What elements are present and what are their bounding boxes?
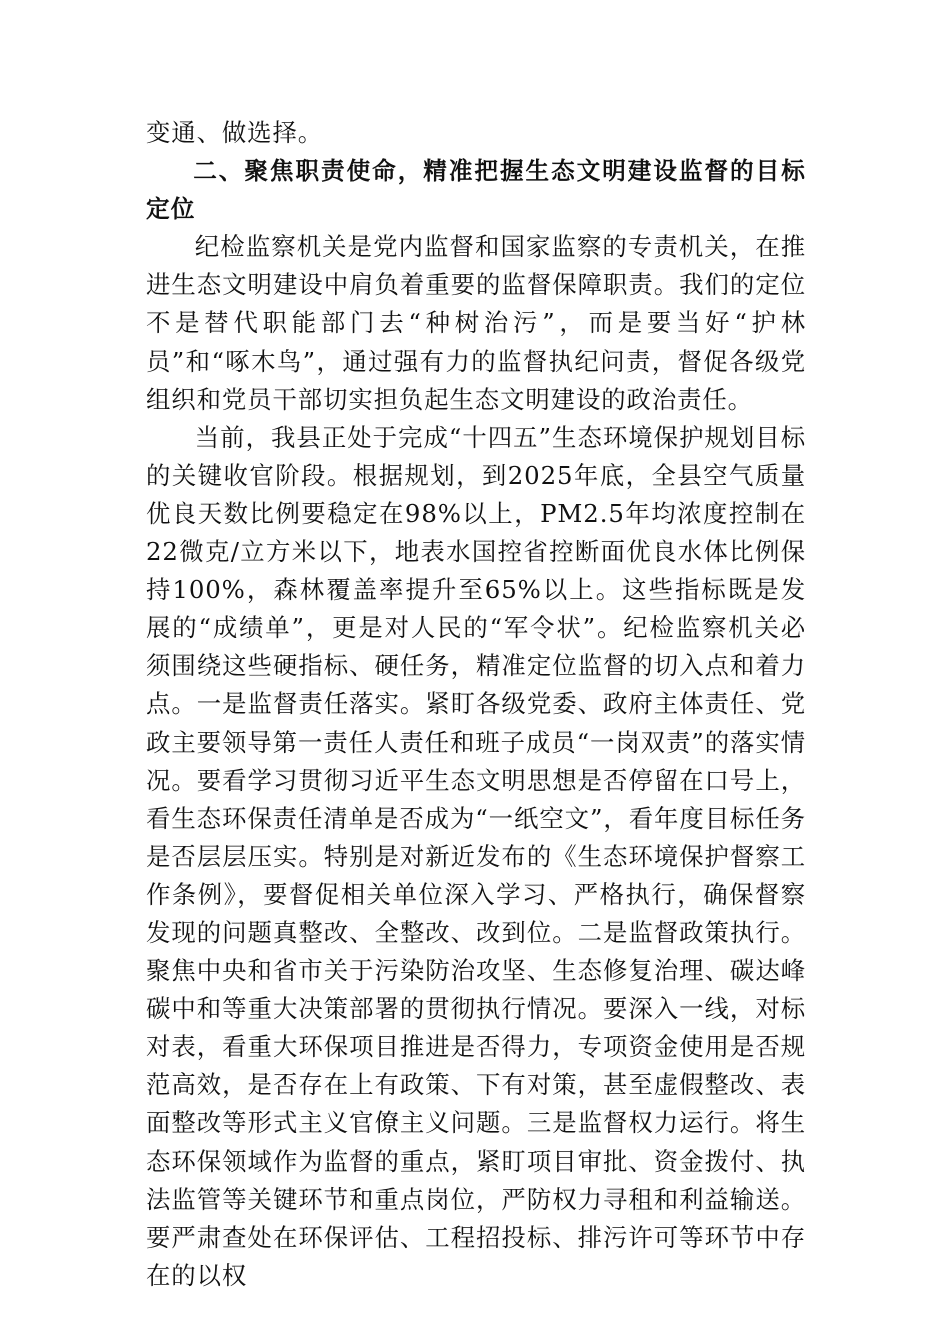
continuation-line: 变通、做选择。 xyxy=(146,118,324,147)
document-body xyxy=(146,114,806,1295)
body-paragraph-1: 纪检监察机关是党内监督和国家监察的专责机关，在推进生态文明建设中肩负着重要的监督保障职责。我们的定位不是替代职能部门去“种树治污”，而是要当好“护林员”和“啄木鸟”，通过强有力的监督执纪问责，督促各级党组织和党员干部切实担负起生态文明建设的政治责任。 xyxy=(146,232,806,414)
body-paragraph-2: 当前，我县正处于完成“十四五”生态环境保护规划目标的关键收官阶段。根据规划，到2025年底，全县空气质量优良天数比例要稳定在98%以上，PM2.5年均浓度控制在22微克/立方米以下，地表水国控省控断面优良水体比例保持100%，森林覆盖率提升至65%以上。这些指标既是发展的“成绩单”，更是对人民的“军令状”。纪检监察机关必须围绕这些硬指标、硬任务，精准定位监督的切入点和着力点。一是监督责任落实。紧盯各级党委、政府主体责任、党政主要领导第一责任人责任和班子成员“一岗双责”的落实情况。要看学习贯彻习近平生态文明思想是否停留在口号上，看生态环保责任清单是否成为“一纸空文”，看年度目标任务是否层层压实。特别是对新近发布的《生态环境保护督察工作条例》，要督促相关单位深入学习、严格执行，确保督察发现的问题真整改、全整改、改到位。二是监督政策执行。聚焦中央和省市关于污染防治攻坚、生态修复治理、碳达峰碳中和等重大决策部署的贯彻执行情况。要深入一线，对标对表，看重大环保项目推进是否得力，专项资金使用是否规范高效，是否存在上有政策、下有对策，甚至虚假整改、表面整改等形式主义官僚主义问题。三是监督权力运行。将生态环保领域作为监督的重点，紧盯项目审批、资金拨付、执法监管等关键环节和重点岗位，严防权力寻租和利益输送。要严肃查处在环保评估、工程招投标、排污许可等环节中存在的以权 xyxy=(146,422,806,1290)
section-heading: 二、聚焦职责使命，精准把握生态文明建设监督的目标定位 xyxy=(146,157,806,224)
